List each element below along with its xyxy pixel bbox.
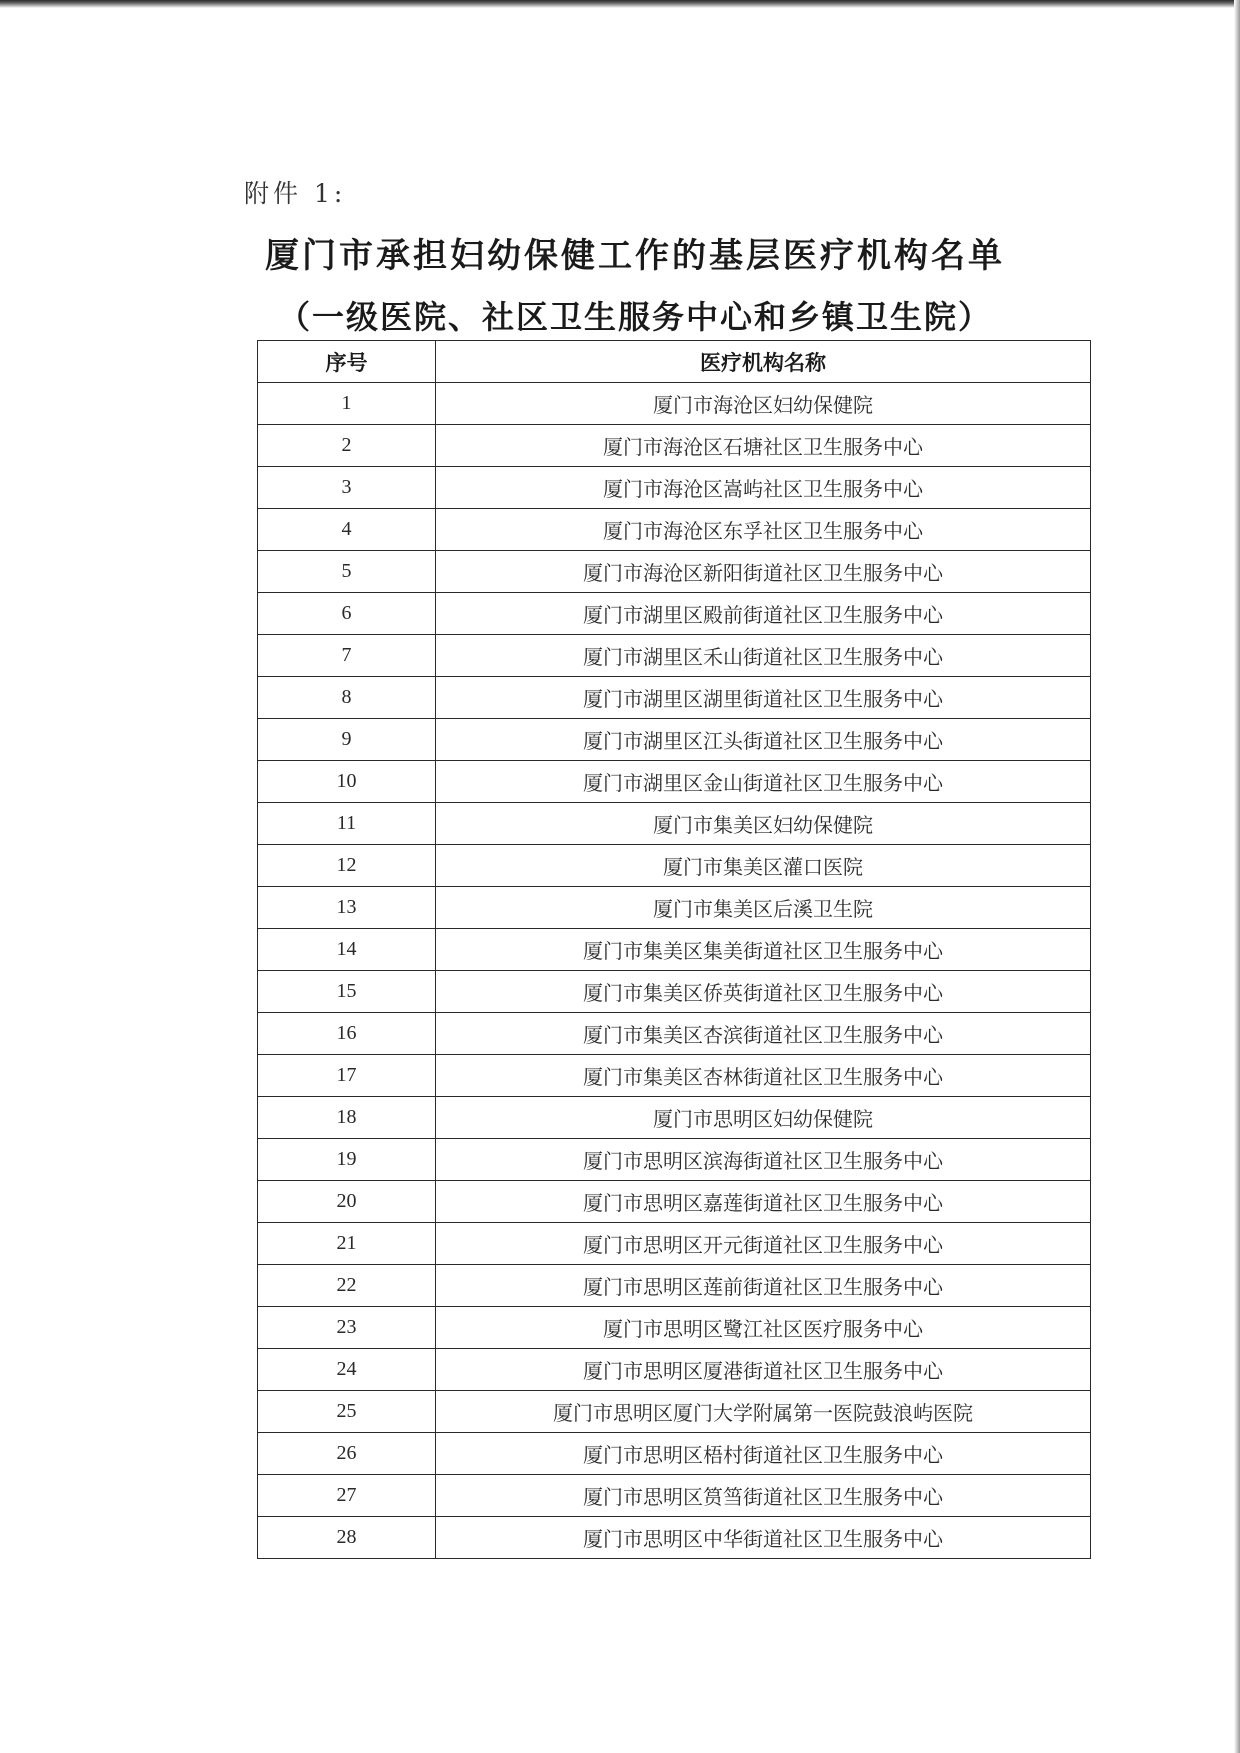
row-serial-number: 10 [258, 761, 436, 803]
row-institution-name: 厦门市海沧区东孚社区卫生服务中心 [436, 509, 1091, 551]
table-row [258, 1013, 1091, 1055]
row-institution-name: 厦门市海沧区嵩屿社区卫生服务中心 [436, 467, 1091, 509]
row-institution-name: 厦门市思明区嘉莲街道社区卫生服务中心 [436, 1181, 1091, 1223]
table-row [258, 1307, 1091, 1349]
table-row [258, 719, 1091, 761]
table-row [258, 509, 1091, 551]
table-row [258, 635, 1091, 677]
row-institution-name: 厦门市海沧区妇幼保健院 [436, 383, 1091, 425]
table-row [258, 971, 1091, 1013]
row-institution-name: 厦门市集美区杏滨街道社区卫生服务中心 [436, 1013, 1091, 1055]
row-serial-number: 7 [258, 635, 436, 677]
table-row [258, 593, 1091, 635]
header-serial-number: 序号 [258, 341, 436, 383]
table-row [258, 929, 1091, 971]
row-institution-name: 厦门市思明区梧村街道社区卫生服务中心 [436, 1433, 1091, 1475]
institution-table [257, 340, 1091, 1559]
row-serial-number: 19 [258, 1139, 436, 1181]
table-row [258, 803, 1091, 845]
row-institution-name: 厦门市思明区妇幼保健院 [436, 1097, 1091, 1139]
row-serial-number: 26 [258, 1433, 436, 1475]
table-row [258, 1223, 1091, 1265]
table-row [258, 1139, 1091, 1181]
table-row [258, 1475, 1091, 1517]
row-serial-number: 14 [258, 929, 436, 971]
row-institution-name: 厦门市集美区妇幼保健院 [436, 803, 1091, 845]
row-institution-name: 厦门市集美区集美街道社区卫生服务中心 [436, 929, 1091, 971]
row-serial-number: 3 [258, 467, 436, 509]
table-row [258, 1391, 1091, 1433]
row-serial-number: 17 [258, 1055, 436, 1097]
row-serial-number: 1 [258, 383, 436, 425]
row-serial-number: 13 [258, 887, 436, 929]
row-serial-number: 5 [258, 551, 436, 593]
table-row [258, 845, 1091, 887]
row-serial-number: 12 [258, 845, 436, 887]
row-institution-name: 厦门市集美区后溪卫生院 [436, 887, 1091, 929]
row-institution-name: 厦门市思明区滨海街道社区卫生服务中心 [436, 1139, 1091, 1181]
row-institution-name: 厦门市集美区杏林街道社区卫生服务中心 [436, 1055, 1091, 1097]
header-institution-name: 医疗机构名称 [436, 341, 1091, 383]
table-row [258, 425, 1091, 467]
row-institution-name: 厦门市湖里区殿前街道社区卫生服务中心 [436, 593, 1091, 635]
row-serial-number: 20 [258, 1181, 436, 1223]
row-institution-name: 厦门市思明区鹭江社区医疗服务中心 [436, 1307, 1091, 1349]
row-institution-name: 厦门市思明区筼筜街道社区卫生服务中心 [436, 1475, 1091, 1517]
table-row [258, 761, 1091, 803]
row-institution-name: 厦门市海沧区新阳街道社区卫生服务中心 [436, 551, 1091, 593]
row-institution-name: 厦门市思明区莲前街道社区卫生服务中心 [436, 1265, 1091, 1307]
row-serial-number: 2 [258, 425, 436, 467]
table-row [258, 467, 1091, 509]
table-row [258, 1055, 1091, 1097]
row-institution-name: 厦门市湖里区禾山街道社区卫生服务中心 [436, 635, 1091, 677]
row-institution-name: 厦门市湖里区江头街道社区卫生服务中心 [436, 719, 1091, 761]
row-institution-name: 厦门市湖里区湖里街道社区卫生服务中心 [436, 677, 1091, 719]
table-row [258, 551, 1091, 593]
row-serial-number: 23 [258, 1307, 436, 1349]
row-serial-number: 24 [258, 1349, 436, 1391]
row-serial-number: 28 [258, 1517, 436, 1559]
row-serial-number: 6 [258, 593, 436, 635]
row-serial-number: 22 [258, 1265, 436, 1307]
table-row [258, 383, 1091, 425]
table-row [258, 1181, 1091, 1223]
table-row [258, 887, 1091, 929]
document-title: 厦门市承担妇幼保健工作的基层医疗机构名单 [265, 236, 1005, 276]
row-institution-name: 厦门市思明区厦门大学附属第一医院鼓浪屿医院 [436, 1391, 1091, 1433]
scan-edge-top [0, 0, 1240, 8]
row-serial-number: 27 [258, 1475, 436, 1517]
table-row [258, 1349, 1091, 1391]
attachment-label: 附件 1: [244, 179, 347, 208]
table-row [258, 1433, 1091, 1475]
table-body [258, 383, 1091, 1559]
row-serial-number: 15 [258, 971, 436, 1013]
table-row [258, 677, 1091, 719]
row-serial-number: 25 [258, 1391, 436, 1433]
table-row [258, 1517, 1091, 1559]
row-institution-name: 厦门市集美区灌口医院 [436, 845, 1091, 887]
row-institution-name: 厦门市思明区开元街道社区卫生服务中心 [436, 1223, 1091, 1265]
row-serial-number: 18 [258, 1097, 436, 1139]
row-serial-number: 9 [258, 719, 436, 761]
row-institution-name: 厦门市思明区中华街道社区卫生服务中心 [436, 1517, 1091, 1559]
table-row [258, 1265, 1091, 1307]
document-subtitle: （一级医院、社区卫生服务中心和乡镇卫生院） [277, 298, 992, 336]
row-serial-number: 8 [258, 677, 436, 719]
row-serial-number: 16 [258, 1013, 436, 1055]
row-institution-name: 厦门市海沧区石塘社区卫生服务中心 [436, 425, 1091, 467]
row-serial-number: 21 [258, 1223, 436, 1265]
row-serial-number: 11 [258, 803, 436, 845]
row-institution-name: 厦门市思明区厦港街道社区卫生服务中心 [436, 1349, 1091, 1391]
row-institution-name: 厦门市湖里区金山街道社区卫生服务中心 [436, 761, 1091, 803]
row-serial-number: 4 [258, 509, 436, 551]
row-institution-name: 厦门市集美区侨英街道社区卫生服务中心 [436, 971, 1091, 1013]
table-header-row [258, 341, 1091, 383]
table-row [258, 1097, 1091, 1139]
